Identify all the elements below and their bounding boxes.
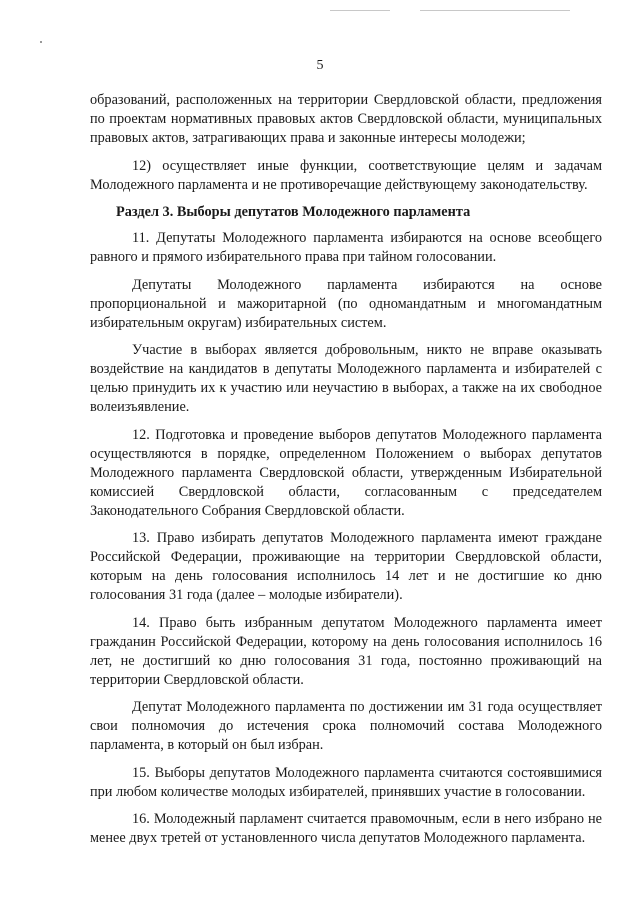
scan-artifact-dot <box>40 41 42 43</box>
scan-artifact-line <box>330 10 390 11</box>
paragraph-item-16: 16. Молодежный парламент считается правомочным, если в него избрано не менее двух третей от установленного числа депутатов Молодежного парламента. <box>90 811 602 846</box>
paragraph-item-11: 11. Депутаты Молодежного парламента избираются на основе всеобщего равного и прямого избирательного права при тайном голосовании. <box>90 230 602 265</box>
paragraph-item-12: 12. Подготовка и проведение выборов депутатов Молодежного парламента осуществляются в порядке, определенном Положением о выборах депутатов Молодежного парламента Свердловской области, утвержденным Избирательной комиссией Свердловской области, согласованным с председателем Законодательного Собрания Свердловской области. <box>90 426 602 519</box>
scan-artifact-line <box>420 10 570 11</box>
paragraph-item-14: 14. Право быть избранным депутатом Молодежного парламента имеет гражданин Российской Федерации, которому на день голосования исполнилось 16 лет, не достигший ко дню голосования 31 года, постоянно проживающий на территории Свердловской области. <box>90 614 602 688</box>
paragraph-item-12-functions: 12) осуществляет иные функции, соответствующие целям и задачам Молодежного парламента и не противоречащие действующему законодательству. <box>90 157 602 193</box>
document-body <box>90 91 602 857</box>
paragraph-electoral-systems: Депутаты Молодежного парламента избираются на основе пропорциональной и мажоритарной (по одномандатным и многомандатным избирательным округам) избирательных систем. <box>90 276 602 331</box>
paragraph-voluntary-participation: Участие в выборах является добровольным, никто не вправе оказывать воздействие на кандидатов в депутаты Молодежного парламента и избирателей с целью принудить их к участию или неучастию в выборах, а также на их свободное волеизъявление. <box>90 342 602 415</box>
paragraph-item-13: 13. Право избирать депутатов Молодежного парламента имеют граждане Российской Федерации, проживающие на территории Свердловской области, которым на день голосования исполнилось 14 лет и не достигшие ко дню голосования 31 года (далее – молодые избиратели). <box>90 530 602 603</box>
page-number: 5 <box>316 58 324 73</box>
paragraph-continuation: образований, расположенных на территории Свердловской области, предложения по проектам нормативных правовых актов Свердловской области, муниципальных правовых актов, затрагивающих права и законные интересы молодежи; <box>90 92 602 146</box>
paragraph-deputy-age-limit: Депутат Молодежного парламента по достижении им 31 года осуществляет свои полномочия до истечения срока полномочий состава Молодежного парламента, в который он был избран. <box>90 699 602 753</box>
paragraph-item-15: 15. Выборы депутатов Молодежного парламента считаются состоявшимися при любом количестве молодых избирателей, принявших участие в голосовании. <box>90 764 602 800</box>
section-heading: Раздел 3. Выборы депутатов Молодежного парламента <box>116 204 471 220</box>
